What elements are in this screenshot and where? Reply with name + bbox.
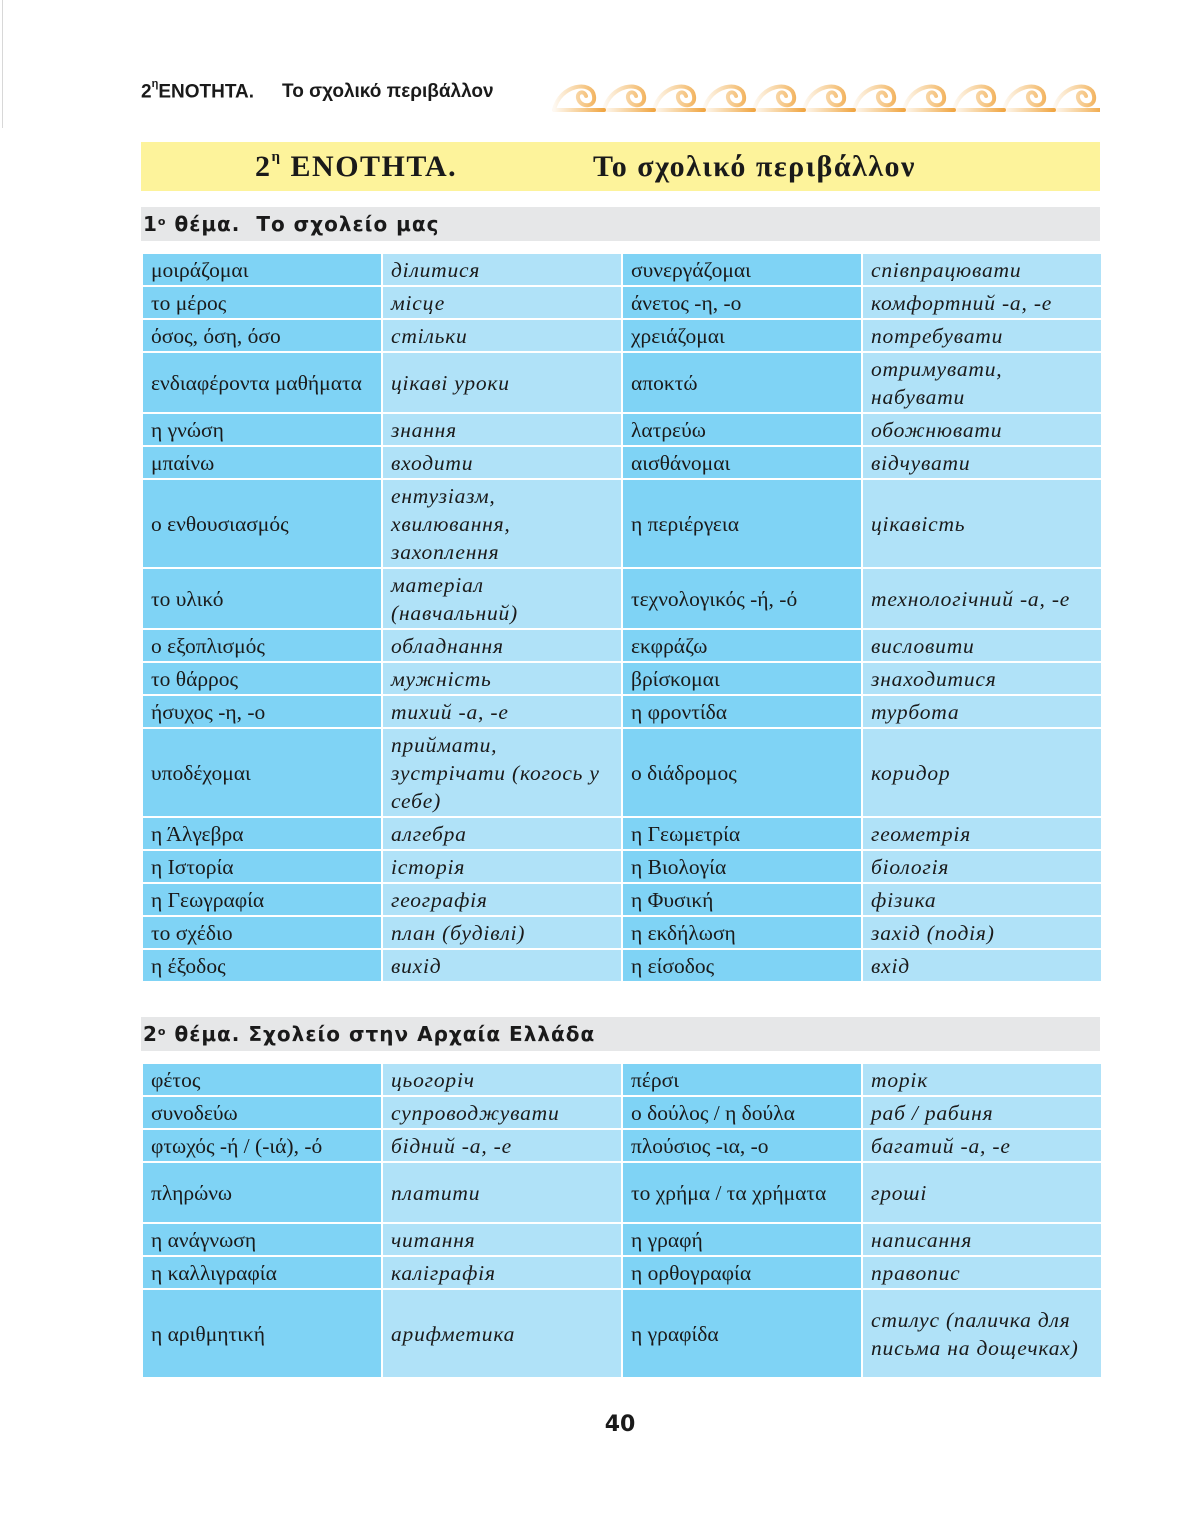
greek-term-cell: η αριθμητική (142, 1289, 382, 1378)
ukrainian-translation-cell: арифметика (382, 1289, 622, 1378)
ukrainian-translation-cell: біологія (862, 850, 1102, 883)
table-row (142, 817, 1102, 850)
wave-scroll-mark (704, 87, 754, 110)
ukrainian-translation-cell: входити (382, 446, 622, 479)
greek-term-cell: αποκτώ (622, 352, 862, 413)
table-row (142, 695, 1102, 728)
wave-scroll-mark (1054, 87, 1100, 110)
greek-term-cell: συνοδεύω (142, 1096, 382, 1129)
table-row (142, 1129, 1102, 1162)
table-row (142, 479, 1102, 568)
greek-term-cell: υποδέχομαι (142, 728, 382, 817)
greek-term-cell: φτωχός -ή / (-ιά), -ό (142, 1129, 382, 1162)
greek-term-cell: πέρσι (622, 1063, 862, 1096)
greek-term-cell: η καλλιγραφία (142, 1256, 382, 1289)
greek-term-cell: η φροντίδα (622, 695, 862, 728)
wave-scroll-mark (854, 87, 904, 110)
ukrainian-translation-cell: цікавість (862, 479, 1102, 568)
ukrainian-translation-cell: написання (862, 1223, 1102, 1256)
vocabulary-table-2 (141, 1062, 1103, 1379)
greek-term-cell: ενδιαφέροντα μαθήματα (142, 352, 382, 413)
greek-term-cell: μπαίνω (142, 446, 382, 479)
ukrainian-translation-cell: захід (подія) (862, 916, 1102, 949)
ukrainian-translation-cell: ентузіазм, хвилювання, захоплення (382, 479, 622, 568)
greek-term-cell: συνεργάζομαι (622, 253, 862, 286)
greek-term-cell: μοιράζομαι (142, 253, 382, 286)
greek-term-cell: η ορθογραφία (622, 1256, 862, 1289)
greek-term-cell: η εκδήλωση (622, 916, 862, 949)
ukrainian-translation-cell: алгебра (382, 817, 622, 850)
greek-term-cell: η περιέργεια (622, 479, 862, 568)
ukrainian-translation-cell: тихий -а, -е (382, 695, 622, 728)
ukrainian-translation-cell: цікаві уроки (382, 352, 622, 413)
table-row (142, 949, 1102, 982)
greek-term-cell: η Γεωγραφία (142, 883, 382, 916)
running-head (141, 76, 494, 108)
ukrainian-translation-cell: бідний -а, -е (382, 1129, 622, 1162)
ukrainian-translation-cell: технологічний -а, -е (862, 568, 1102, 629)
ukrainian-translation-cell: багатий -а, -е (862, 1129, 1102, 1162)
ukrainian-translation-cell: обладнання (382, 629, 622, 662)
greek-term-cell: η έξοδος (142, 949, 382, 982)
ukrainian-translation-cell: комфортний -а, -е (862, 286, 1102, 319)
wave-scroll-mark (654, 87, 704, 110)
ukrainian-translation-cell: стільки (382, 319, 622, 352)
wave-scroll-mark (804, 87, 854, 110)
greek-term-cell: η γραφίδα (622, 1289, 862, 1378)
table-row (142, 319, 1102, 352)
ukrainian-translation-cell: вхід (862, 949, 1102, 982)
greek-term-cell: το χρήμα / τα χρήματα (622, 1162, 862, 1223)
greek-wave-meander-icon (548, 76, 1100, 118)
page-number: 40 (604, 1412, 636, 1437)
table-row (142, 662, 1102, 695)
vocabulary-table-1 (141, 252, 1103, 983)
table-row (142, 352, 1102, 413)
greek-term-cell: η Άλγεβρα (142, 817, 382, 850)
greek-term-cell: το σχέδιο (142, 916, 382, 949)
ukrainian-translation-cell: знання (382, 413, 622, 446)
table-row (142, 286, 1102, 319)
ukrainian-translation-cell: правопис (862, 1256, 1102, 1289)
wave-scroll-mark (904, 87, 954, 110)
ukrainian-translation-cell: висловити (862, 629, 1102, 662)
ukrainian-translation-cell: платити (382, 1162, 622, 1223)
ukrainian-translation-cell: геометрія (862, 817, 1102, 850)
greek-term-cell: πληρώνω (142, 1162, 382, 1223)
greek-term-cell: το υλικό (142, 568, 382, 629)
running-head-title: Το σχολικό περιβάλλον (282, 81, 494, 102)
greek-term-cell: βρίσκομαι (622, 662, 862, 695)
unit-banner (141, 142, 1100, 191)
greek-term-cell: τεχνολογικός -ή, -ό (622, 568, 862, 629)
ukrainian-translation-cell: гроші (862, 1162, 1102, 1223)
ukrainian-translation-cell: вихід (382, 949, 622, 982)
greek-term-cell: η Βιολογία (622, 850, 862, 883)
table-row (142, 1223, 1102, 1256)
greek-term-cell: αισθάνομαι (622, 446, 862, 479)
running-head-unit: $2^\eta ENOTHTA$. (141, 77, 255, 103)
ukrainian-translation-cell: знаходитися (862, 662, 1102, 695)
greek-term-cell: άνετος -η, -ο (622, 286, 862, 319)
greek-term-cell: η είσοδος (622, 949, 862, 982)
table-row (142, 413, 1102, 446)
ukrainian-translation-cell: турбота (862, 695, 1102, 728)
greek-term-cell: ο διάδρομος (622, 728, 862, 817)
ukrainian-translation-cell: матеріал (навчальний) (382, 568, 622, 629)
ukrainian-translation-cell: каліграфія (382, 1256, 622, 1289)
ukrainian-translation-cell: місце (382, 286, 622, 319)
wave-scroll-mark (554, 87, 604, 110)
greek-term-cell: η γνώση (142, 413, 382, 446)
table-row (142, 916, 1102, 949)
ukrainian-translation-cell: раб / рабиня (862, 1096, 1102, 1129)
ukrainian-translation-cell: отримувати, набувати (862, 352, 1102, 413)
greek-term-cell: φέτος (142, 1063, 382, 1096)
banner-title: Το σχολικό περιβάλλον (593, 150, 916, 183)
wave-scroll-mark (604, 87, 654, 110)
topic-heading-1: 1 $^o$ θέμα. Το σχολείο μας (141, 207, 1100, 241)
ukrainian-translation-cell: стилус (паличка для письма на дощечках) (862, 1289, 1102, 1378)
ukrainian-translation-cell: ділитися (382, 253, 622, 286)
table-row (142, 728, 1102, 817)
wave-scroll-mark (754, 87, 804, 110)
greek-term-cell: το θάρρος (142, 662, 382, 695)
ukrainian-translation-cell: коридор (862, 728, 1102, 817)
table-row (142, 1162, 1102, 1223)
ukrainian-translation-cell: обожнювати (862, 413, 1102, 446)
greek-term-cell: ο δούλος / η δούλα (622, 1096, 862, 1129)
ukrainian-translation-cell: географія (382, 883, 622, 916)
ukrainian-translation-cell: приймати, зустрічати (когось у себе) (382, 728, 622, 817)
ukrainian-translation-cell: співпрацювати (862, 253, 1102, 286)
banner-unit: $2^\eta$ ΕΝΟΤΗΤΑ. (255, 149, 458, 183)
greek-term-cell: η γραφή (622, 1223, 862, 1256)
greek-term-cell: η Φυσική (622, 883, 862, 916)
ukrainian-translation-cell: потребувати (862, 319, 1102, 352)
ukrainian-translation-cell: план (будівлі) (382, 916, 622, 949)
greek-term-cell: ο εξοπλισμός (142, 629, 382, 662)
ukrainian-translation-cell: читання (382, 1223, 622, 1256)
greek-term-cell: πλούσιος -ια, -ο (622, 1129, 862, 1162)
ukrainian-translation-cell: цьогоріч (382, 1063, 622, 1096)
table-row (142, 446, 1102, 479)
greek-term-cell: όσος, όση, όσο (142, 319, 382, 352)
greek-term-cell: η ανάγνωση (142, 1223, 382, 1256)
table-row (142, 883, 1102, 916)
ukrainian-translation-cell: фізика (862, 883, 1102, 916)
greek-term-cell: εκφράζω (622, 629, 862, 662)
greek-term-cell: ο ενθουσιασμός (142, 479, 382, 568)
greek-term-cell: ήσυχος -η, -ο (142, 695, 382, 728)
ukrainian-translation-cell: відчувати (862, 446, 1102, 479)
table-row (142, 1289, 1102, 1378)
table-row (142, 850, 1102, 883)
table-row (142, 1063, 1102, 1096)
table-row (142, 1256, 1102, 1289)
greek-term-cell: χρειάζομαι (622, 319, 862, 352)
table-row (142, 568, 1102, 629)
page-edge-line (2, 0, 3, 128)
ukrainian-translation-cell: мужність (382, 662, 622, 695)
topic-heading-2: 2 $^o$ θέμα. Σχολείο στην Αρχαία Ελλάδα (141, 1017, 1100, 1051)
ukrainian-translation-cell: історія (382, 850, 622, 883)
ukrainian-translation-cell: торік (862, 1063, 1102, 1096)
wave-scroll-mark (1004, 87, 1054, 110)
table-row (142, 629, 1102, 662)
greek-term-cell: η Ιστορία (142, 850, 382, 883)
table-row (142, 1096, 1102, 1129)
greek-term-cell: λατρεύω (622, 413, 862, 446)
greek-term-cell: η Γεωμετρία (622, 817, 862, 850)
wave-scroll-mark (954, 87, 1004, 110)
ukrainian-translation-cell: супроводжувати (382, 1096, 622, 1129)
table-row (142, 253, 1102, 286)
greek-term-cell: το μέρος (142, 286, 382, 319)
